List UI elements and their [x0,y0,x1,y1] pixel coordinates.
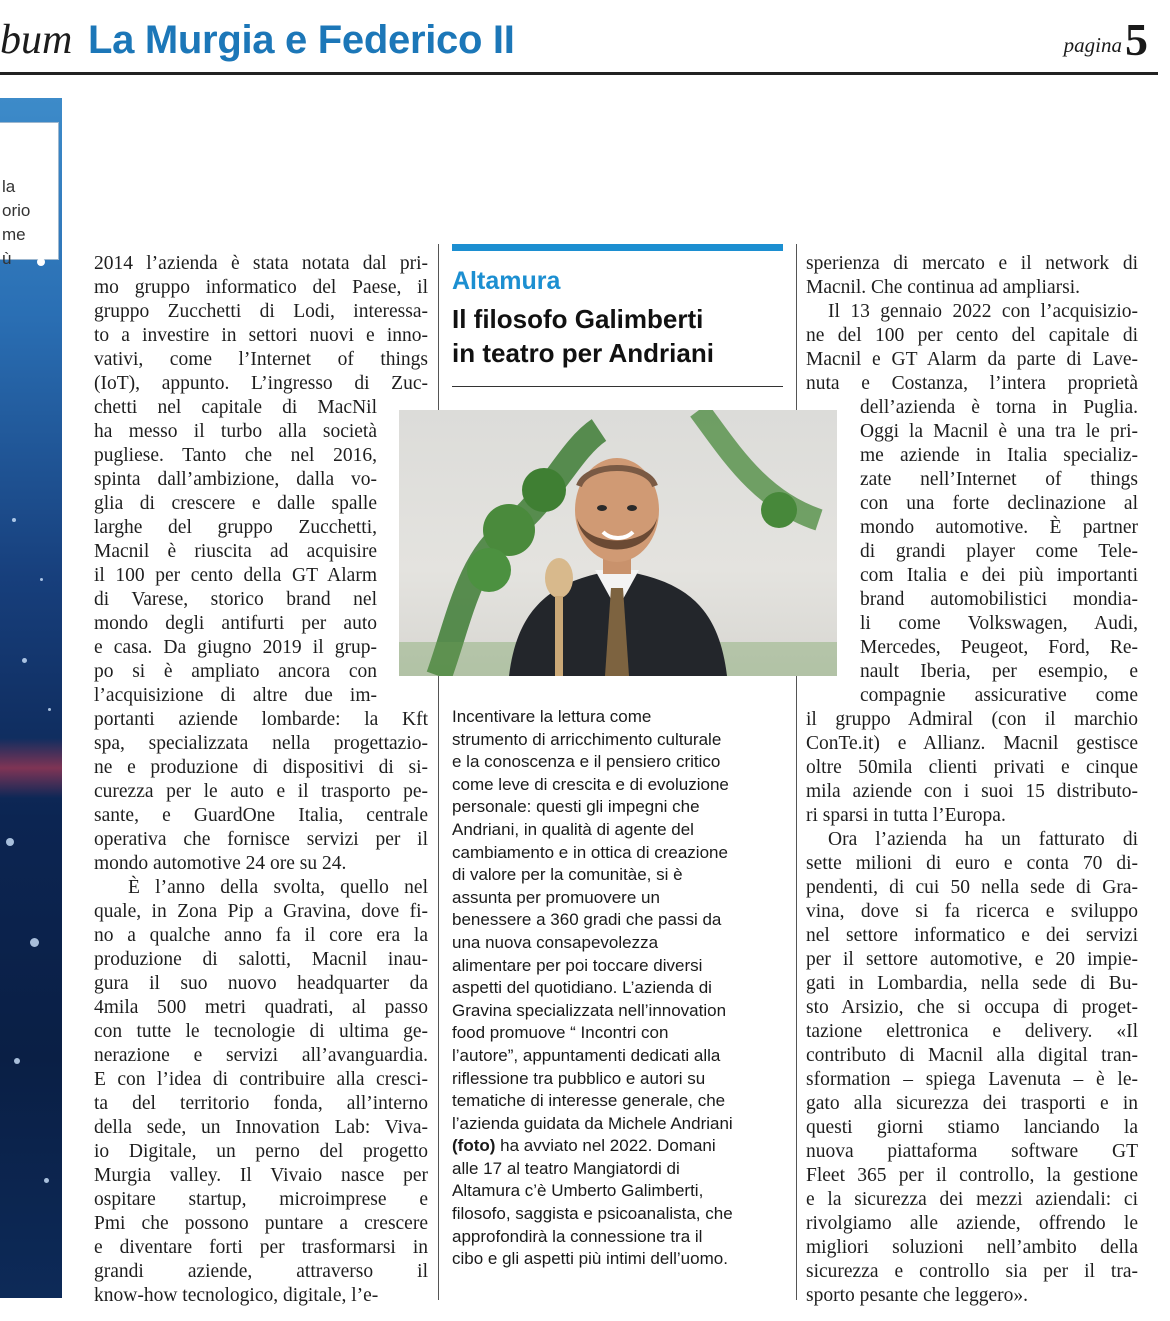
box-rule [452,386,783,387]
article-line: spa, specializzata nella progettazio- [94,733,428,754]
article-line: po si è ampliato ancora con [94,661,377,682]
article-line: Mercedes, Peugeot, Ford, Re- [860,637,1138,658]
box-body-line: l’autore”, appuntamenti dedicati alla [452,1045,721,1065]
box-body-line: alle 17 al teatro Mangiatordi di [452,1158,680,1178]
article-line: sette milioni di euro e conta 70 di- [806,853,1138,874]
article-line: oltre 50mila clienti privati e cinque [806,757,1138,778]
article-column-left [94,252,428,1308]
sidebar-fragment: me [2,225,26,244]
section-fragment: bum [0,17,73,63]
article-line: sformation – spiega Lavenuta – è le- [806,1069,1138,1090]
article-line: nuta e Costanza, l’intera proprietà [806,373,1138,394]
article-line: 4mila 500 metri quadrati, al passo [94,997,428,1018]
article-line: con una forte declinazione al [860,493,1138,514]
box-headline [452,302,714,370]
article-line: mondo degli antifurti per auto [94,613,377,634]
box-body-line: Andriani, in qualità di agente del [452,819,694,839]
article-line: Ora l’azienda ha un fatturato di [828,829,1138,850]
article-line: portanti aziende lombarde: la Kft [94,709,428,730]
article-line: Fleet 365 per il controllo, la gestione [806,1165,1138,1186]
article-line: ri sparsi in tutta l’Europa. [806,805,1006,826]
box-body-line: assunta per promuovere un [452,887,660,907]
article-line: nault Iberia, per esempio, e [860,661,1138,682]
article-line: mila aziende con i suoi 15 distributo- [806,781,1138,802]
sidebar-fragment: ù [2,249,12,268]
article-line: sperienza di mercato e il network di [806,253,1138,274]
sidebar-fragment: orio [2,201,31,220]
article-line: Oggi la Macnil è una tra le pri- [860,421,1138,442]
article-line: mondo automotive. È partner [860,517,1138,538]
column-rule [796,244,797,1300]
article-line: brand automobilistici mondia- [860,589,1138,610]
article-line: gruppo Zucchetti di Lodi, interessa- [94,301,428,322]
article-line: e la sicurezza dei mezzi aziendali: ci [806,1189,1138,1210]
box-body-line: personale: questi gli impegni che [452,797,700,817]
article-line: spinta dall’ambizione, dalla vo- [94,469,377,490]
article-line: grandi aziende, attraverso il [94,1261,428,1282]
headline-line: in teatro per Andriani [452,338,714,368]
article-line: contributo di Macnil alla digital tran- [806,1045,1138,1066]
article-line: ConTe.it) e Allianz. Macnil gestisce [806,733,1138,754]
article-line: gati in Lombardia, nella sede di Bu- [806,973,1138,994]
box-body-line: Altamura c’è Umberto Galimberti, [452,1181,704,1201]
page-label: pagina [1063,33,1122,57]
box-body-line: l’azienda guidata da Michele Andriani [452,1113,733,1133]
box-body-line: Incentivare la lettura come [452,707,652,726]
article-line: il gruppo Admiral (con il marchio [806,709,1138,730]
box-body-line: alimentare per poi toccare diversi [452,955,703,975]
article-line: con tutte le tecnologie di ultima ge- [94,1021,428,1042]
article-line: com Italia e dei più importanti [860,565,1138,586]
article-line: operativa che fornisce servizi per il [94,829,428,850]
article-line: della sede, un Innovation Lab: Viva- [94,1117,428,1138]
article-line: li come Volkswagen, Audi, [860,613,1138,634]
box-body-line: filosofo, saggista e psicoanalista, che [452,1204,733,1224]
article-line: (IoT), appunto. L’ingresso di Zuc- [94,373,428,394]
article-line: io Digitale, un perno del progetto [94,1141,428,1162]
box-body-line: riflessione tra pubblico e autori su [452,1068,706,1088]
article-line: vativi, come l’Internet of things [94,349,428,370]
article-line: 2014 l’azienda è stata notata dal pri- [94,253,428,274]
box-body-line: tematiche di interesse generale, che [452,1091,726,1111]
article-line: me aziende in Italia specializ- [860,445,1138,466]
article-line: nel settore informatico e dei servizi [806,925,1138,946]
article-line: di grandi player come Tele- [860,541,1138,562]
header-rule [0,72,1158,75]
article-line: migliori soluzioni nell’ambito della [806,1237,1138,1258]
article-line: compagnie assicurative come [860,685,1138,706]
page-number: 5 [1125,14,1148,65]
article-line: no a qualche anno fa il core era la [94,925,428,946]
article-line: mondo automotive 24 ore su 24. [94,853,347,874]
article-line: pugliese. Tanto che nel 2016, [94,445,377,466]
article-line: ta del territorio fonda, all’interno [94,1093,428,1114]
article-line: nerazione e servizi all’avanguardia. [94,1045,428,1066]
article-line: questi giorni stiamo lanciando la [806,1117,1138,1138]
article-line: di Varese, storico brand nel [94,589,377,610]
article-line: vina, dove si fa ricerca e sviluppo [806,901,1138,922]
article-line: tazione elettronica e delivery. «Il [806,1021,1138,1042]
box-body-line: Gravina specializzata nell’innovation [452,1000,727,1020]
article-line: ne e produzione di dispositivi di si- [94,757,428,778]
article-line: sporto pesante che leggero». [806,1285,1029,1306]
box-kicker: Altamura [452,267,561,295]
article-line: ne del 100 per cento del capitale di [806,325,1138,346]
article-line: Macnil e GT Alarm da parte di Lave- [806,349,1138,370]
article-line: curezza per le auto e il trasporto pe- [94,781,428,802]
article-line: Macnil è riuscita ad acquisire [94,541,377,562]
article-line: sto Arsizio, che si occupa di proget- [806,997,1138,1018]
article-line: gato alla sicurezza dei trasporti e in [806,1093,1138,1114]
article-line: sicurezza e controllo sia per il tra- [806,1261,1138,1282]
photo-illustration [399,410,837,676]
article-line: ospitare startup, microimprese e [94,1189,428,1210]
box-body-line: strumento di arricchimento culturale [452,729,722,749]
sidebar-fragment: la [2,177,16,196]
article-line: e diventare forti per trasformarsi in [94,1237,428,1258]
article-line: il 100 per cento della GT Alarm [94,565,377,586]
article-line: sante, e GuardOne Italia, centrale [94,805,428,826]
box-body-line: cambiamento e in ottica di creazione [452,842,728,862]
box-body-line: come leve di crescita e di evoluzione [452,774,729,794]
article-line: l’acquisizione di altre due im- [94,685,377,706]
column-rule [438,244,439,1300]
article-line: e casa. Da giugno 2019 il grup- [94,637,377,658]
box-body-line: (foto) ha avviato nel 2022. Domani [452,1136,716,1156]
article-line: Il 13 gennaio 2022 con l’acquisizio- [828,301,1138,322]
sidebar-text-box [0,122,59,268]
article-line: E con l’idea di contribuire alla cresci- [94,1069,428,1090]
photo-michele-andriani [399,410,837,676]
article-line: ha messo il turbo alla società [94,421,377,442]
box-body-line: approfondirà la connessione tra il [452,1226,703,1246]
article-line: quale, in Zona Pip a Gravina, dove fi- [94,901,428,922]
box-body-line: cibo e gli aspetti più intimi dell’uomo. [452,1249,728,1269]
article-line: know-how tecnologico, digitale, l’e- [94,1285,379,1306]
article-line: per il settore automotive, e 20 impie- [806,949,1138,970]
photo-reference: (foto) [452,1136,496,1156]
article-line: larghe del gruppo Zucchetti, [94,517,377,538]
box-accent-bar [452,244,783,251]
page-title: La Murgia e Federico II [88,18,515,62]
box-body-line: e la conoscenza e il pensiero critico [452,752,721,772]
article-line: nuova piattaforma software GT [806,1141,1138,1162]
article-line: zate nell’Internet of things [860,469,1138,490]
article-line: mo gruppo informatico del Paese, il [94,277,428,298]
article-line: Murgia valley. Il Vivaio nasce per [94,1165,428,1186]
box-body-line: una nuova consapevolezza [452,932,659,952]
box-body-line: food promuove “ Incontri con [452,1023,669,1043]
article-line: glia di crescere e dalle spalle [94,493,377,514]
edge-photo-strip [0,98,62,1298]
article-line: to a investire in settori nuovi e inno- [94,325,428,346]
box-body-line: aspetti del quotidiano. L’azienda di [452,978,712,998]
article-line: Macnil. Che continua ad ampliarsi. [806,277,1081,298]
sidebar-fragments [2,175,30,271]
article-line: gura il suo nuovo headquarter da [94,973,428,994]
article-line: rivolgiamo alle aziende, offrendo le [806,1213,1138,1234]
headline-line: Il filosofo Galimberti [452,304,704,334]
article-line: pendenti, di cui 50 nella sede di Gra- [806,877,1138,898]
box-body [452,706,784,1271]
article-line: dell’azienda è torna in Puglia. [860,397,1138,418]
article-line: È l’anno della svolta, quello nel [128,877,428,898]
article-column-right [806,252,1138,1308]
bullet-dot [37,258,45,266]
article-line: Pmi che possono puntare a crescere [94,1213,428,1234]
box-body-line: di valore per la comunitàe, si è [452,865,683,885]
box-body-line: benessere a 360 gradi che passi da [452,910,722,930]
article-line: chetti nel capitale di MacNil [94,397,377,418]
article-line: produzione di salotti, Macnil inau- [94,949,428,970]
